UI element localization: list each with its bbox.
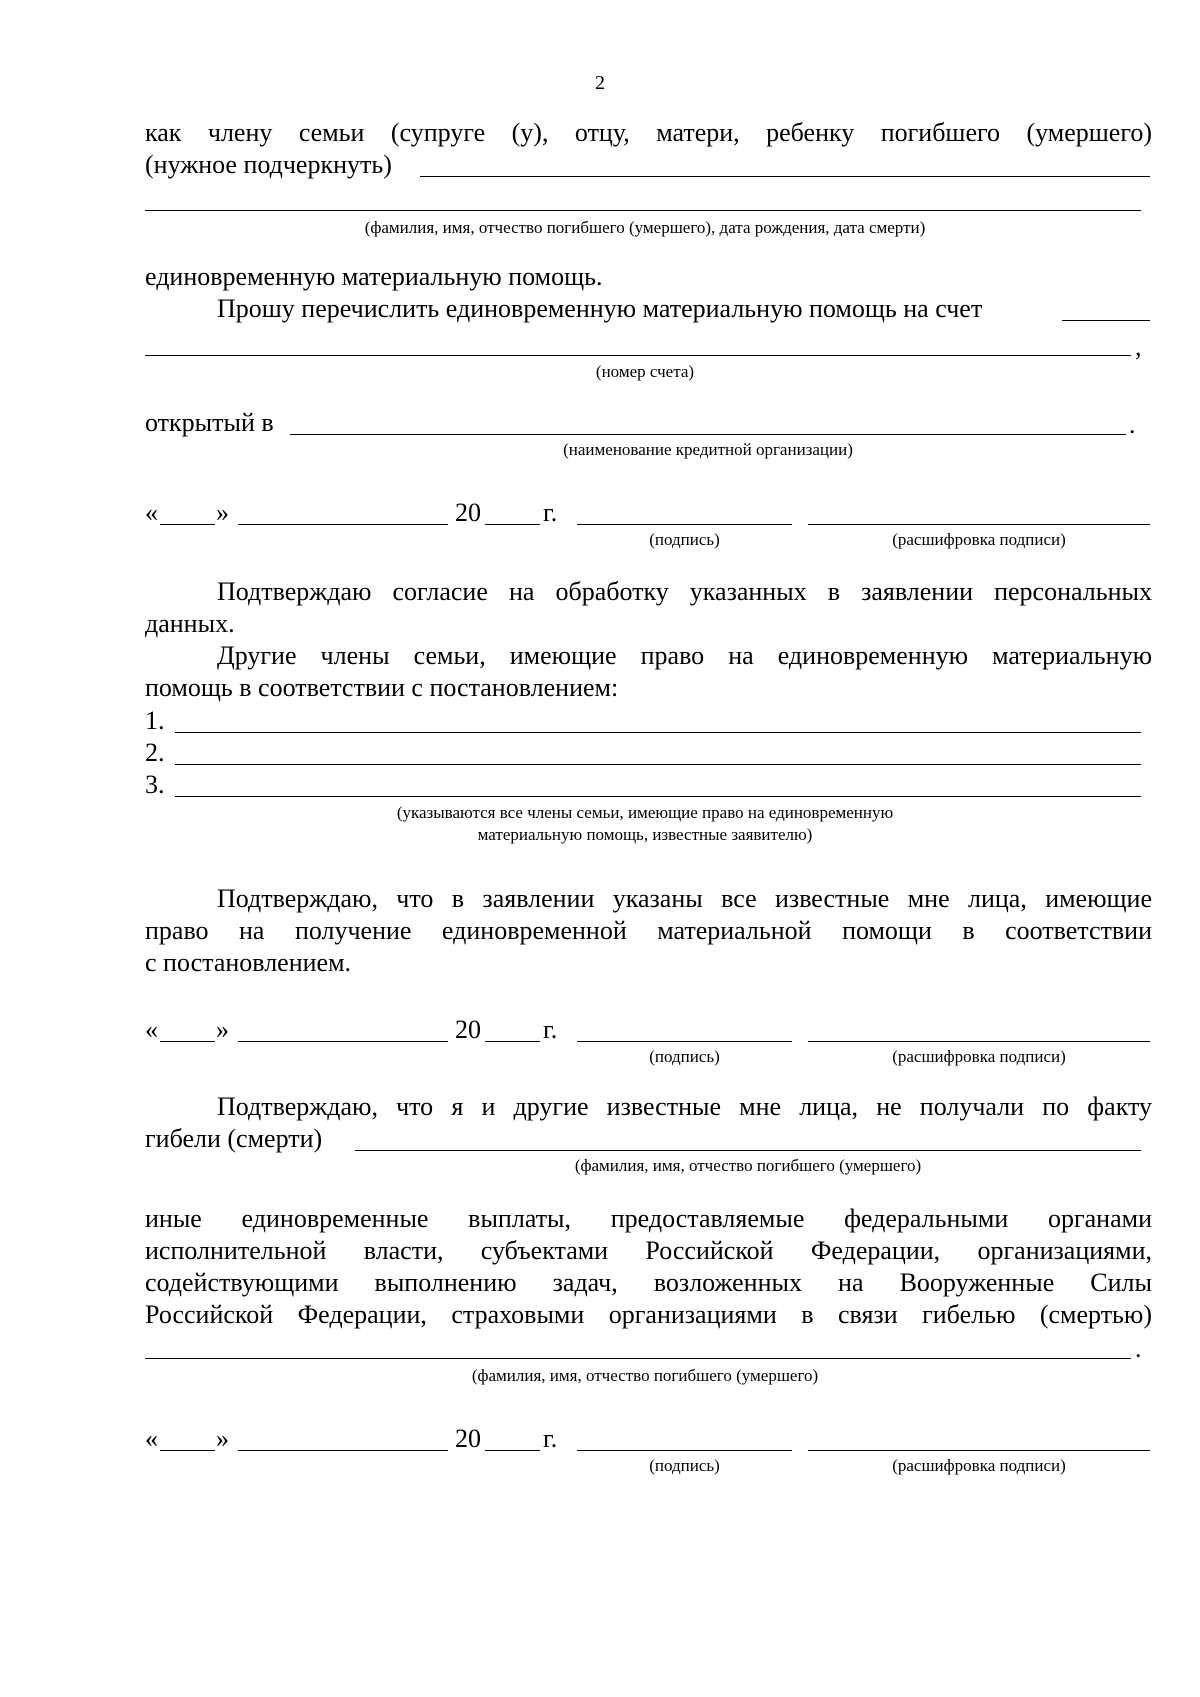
quote-close: » [216, 1015, 229, 1044]
consent-line2: данных. [145, 609, 235, 638]
account-caption: (номер счета) [595, 362, 695, 381]
payments-line2: исполнительной власти, субъектами Российской Федерации, организациями, [145, 1236, 1152, 1265]
quote-open: « [145, 1015, 158, 1044]
signature-field[interactable] [577, 1450, 792, 1451]
signature-decode-field[interactable] [808, 1450, 1150, 1451]
quote-open: « [145, 498, 158, 527]
opened-in-label: открытый в [145, 408, 274, 437]
month-field[interactable] [238, 1041, 448, 1042]
relation-text-line2: (нужное подчеркнуть) [145, 150, 392, 179]
year-field[interactable] [485, 524, 540, 525]
year-suffix: г. [543, 498, 558, 527]
page-number: 2 [595, 72, 605, 94]
relation-field[interactable] [420, 176, 1150, 177]
signature-caption: (подпись) [649, 1456, 720, 1475]
confirm1-line1: Подтверждаю, что в заявлении указаны все известные мне лица, имеющие [217, 884, 1152, 913]
month-field[interactable] [238, 1450, 448, 1451]
year-prefix: 20 [455, 498, 481, 527]
signature-decode-field[interactable] [808, 524, 1150, 525]
family-caption-line1: (указываются все члены семьи, имеющие право на единовременную [396, 803, 894, 822]
account-field-start[interactable] [1062, 320, 1150, 321]
year-field[interactable] [485, 1041, 540, 1042]
day-field[interactable] [160, 1450, 215, 1451]
signature-decode-caption: (расшифровка подписи) [892, 530, 1066, 549]
payments-caption: (фамилия, имя, отчество погибшего (умершего) [471, 1366, 819, 1385]
signature-caption: (подпись) [649, 1047, 720, 1066]
year-prefix: 20 [455, 1015, 481, 1044]
payments-line3: содействующими выполнению задач, возложенных на Вооруженные Силы [145, 1268, 1152, 1297]
signature-field[interactable] [577, 1041, 792, 1042]
family-item-2-field[interactable] [175, 764, 1141, 765]
confirm2-line2: гибели (смерти) [145, 1124, 323, 1153]
family-line1: Другие члены семьи, имеющие право на единовременную материальную [217, 641, 1152, 670]
year-suffix: г. [543, 1015, 558, 1044]
month-field[interactable] [238, 524, 448, 525]
signature-field[interactable] [577, 524, 792, 525]
payments-period: . [1135, 1334, 1142, 1363]
signature-decode-field[interactable] [808, 1041, 1150, 1042]
year-suffix: г. [543, 1424, 558, 1453]
consent-line1: Подтверждаю согласие на обработку указанных в заявлении персональных [217, 577, 1152, 606]
family-item-2-number: 2. [145, 738, 165, 767]
signature-decode-caption: (расшифровка подписи) [892, 1456, 1066, 1475]
signature-decode-caption: (расшифровка подписи) [892, 1047, 1066, 1066]
deceased-name-caption: (фамилия, имя, отчество погибшего (умершего) [574, 1156, 922, 1175]
confirm1-line2: право на получение единовременной материальной помощи в соответствии [145, 916, 1152, 945]
payments-line4: Российской Федерации, страховыми организациями в связи гибелью (смертью) [145, 1300, 1152, 1329]
bank-caption: (наименование кредитной организации) [563, 440, 853, 459]
family-caption-line2: материальную помощь, известные заявителю) [477, 825, 813, 844]
confirm2-line1: Подтверждаю, что я и другие известные мне лица, не получали по факту [217, 1092, 1152, 1121]
quote-open: « [145, 1424, 158, 1453]
deceased-info-caption: (фамилия, имя, отчество погибшего (умершего), дата рождения, дата смерти) [364, 218, 926, 237]
account-number-field[interactable] [145, 355, 1131, 356]
confirm1-line3: с постановлением. [145, 948, 352, 977]
day-field[interactable] [160, 524, 215, 525]
day-field[interactable] [160, 1041, 215, 1042]
payments-deceased-field[interactable] [145, 1358, 1131, 1359]
family-item-3-field[interactable] [175, 796, 1141, 797]
payments-line1: иные единовременные выплаты, предоставляемые федеральными органами [145, 1204, 1152, 1233]
transfer-request-text: Прошу перечислить единовременную материальную помощь на счет [217, 294, 983, 323]
family-item-1-number: 1. [145, 706, 165, 735]
aid-text: единовременную материальную помощь. [145, 262, 603, 291]
bank-period: . [1129, 410, 1136, 439]
bank-name-field[interactable] [290, 434, 1126, 435]
account-comma: , [1135, 332, 1142, 361]
family-item-1-field[interactable] [175, 732, 1141, 733]
family-item-3-number: 3. [145, 770, 165, 799]
deceased-name-field[interactable] [355, 1150, 1141, 1151]
relation-text-line1: как члену семьи (супруге (у), отцу, матери, ребенку погибшего (умершего) [145, 118, 1152, 147]
year-prefix: 20 [455, 1424, 481, 1453]
quote-close: » [216, 498, 229, 527]
year-field[interactable] [485, 1450, 540, 1451]
signature-caption: (подпись) [649, 530, 720, 549]
deceased-info-field[interactable] [145, 210, 1141, 211]
quote-close: » [216, 1424, 229, 1453]
family-line2: помощь в соответствии с постановлением: [145, 673, 619, 702]
